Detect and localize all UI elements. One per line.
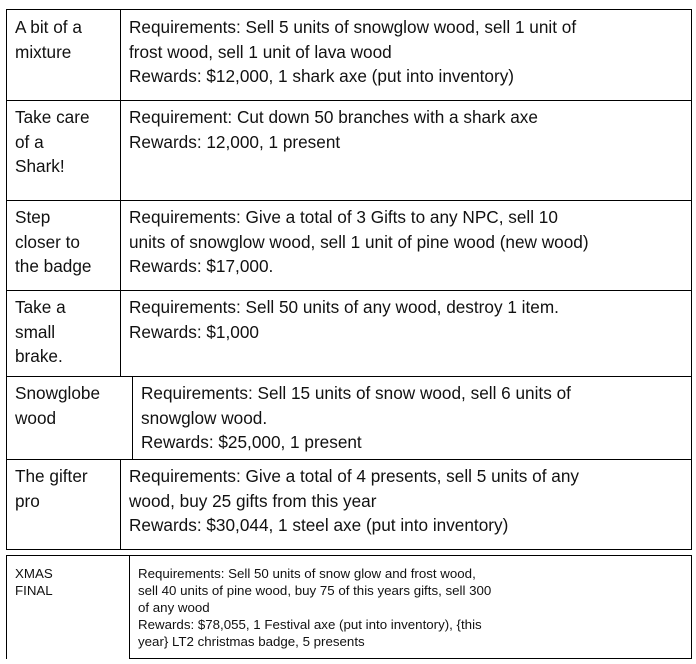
quest-description [120, 10, 691, 100]
quest-desc-line: wood, buy 25 gifts from this year [129, 490, 377, 511]
quest-desc-line: Requirements: Sell 5 units of snowglow wood, sell 1 unit of [129, 17, 577, 37]
quest-description [120, 459, 691, 549]
quest-desc-line: Requirement: Cut down 50 branches with a shark axe [129, 107, 538, 127]
quest-name [7, 556, 129, 659]
quest-desc-line: snowglow wood. [141, 407, 268, 428]
quest-table-main [6, 9, 692, 550]
quest-name [7, 10, 120, 100]
quest-description [120, 200, 691, 290]
quest-desc-line: Rewards: $17,000. [129, 256, 274, 276]
quest-name-line: FINAL [15, 583, 53, 598]
quest-table-final [6, 555, 692, 659]
quest-row [7, 376, 691, 460]
quest-desc-line: Rewards: $25,000, 1 present [141, 432, 362, 452]
quest-desc-line: Rewards: $1,000 [129, 321, 259, 342]
quest-desc-line: year} LT2 christmas badge, 5 presents [138, 634, 365, 649]
quest-name [7, 100, 120, 200]
quest-name-line: Shark! [15, 156, 65, 176]
quest-desc-line: Rewards: 12,000, 1 present [129, 131, 341, 152]
quest-name-line: mixture [15, 41, 72, 62]
quest-name-line: Snowglobe [15, 383, 101, 403]
quest-row [7, 290, 691, 377]
quest-name-line: of a [15, 131, 44, 152]
quest-name-line: The gifter [15, 466, 88, 486]
quest-desc-line: Rewards: $30,044, 1 steel axe (put into inventory) [129, 515, 509, 535]
quest-row [7, 200, 691, 291]
quest-name-line: small [15, 321, 56, 342]
quest-desc-line: sell 40 units of pine wood, buy 75 of this years gifts, sell 300 [138, 583, 492, 598]
quest-desc-line: units of snowglow wood, sell 1 unit of pine wood (new wood) [129, 231, 589, 252]
quest-desc-line: Rewards: $78,055, 1 Festival axe (put into inventory), {this [138, 617, 482, 632]
quest-name-line: A bit of a [15, 17, 82, 37]
quest-name-line: brake. [15, 346, 63, 366]
quest-name [7, 376, 132, 459]
quest-desc-line: Requirements: Sell 50 units of snow glow and frost wood, [138, 566, 476, 581]
quest-desc-line: Requirements: Sell 15 units of snow wood, sell 6 units of [141, 383, 571, 403]
quest-description [120, 100, 691, 200]
quest-name-line: Take a [15, 297, 66, 317]
quest-description [129, 556, 691, 659]
quest-desc-line: Requirements: Sell 50 units of any wood, destroy 1 item. [129, 297, 559, 317]
quest-description [120, 290, 691, 376]
quest-name-line: the badge [15, 256, 92, 276]
quest-name-line: Take care [15, 107, 90, 127]
quest-desc-line: Requirements: Give a total of 3 Gifts to any NPC, sell 10 [129, 207, 558, 227]
quest-name [7, 200, 120, 290]
quest-description [132, 376, 691, 459]
quest-name [7, 459, 120, 549]
quest-name-line: XMAS [15, 566, 53, 581]
quest-name [7, 290, 120, 376]
quest-row [7, 100, 691, 201]
quest-row [7, 10, 691, 101]
quest-name-line: Step [15, 207, 51, 227]
quest-desc-line: frost wood, sell 1 unit of lava wood [129, 41, 392, 62]
quest-row [7, 459, 691, 549]
quest-desc-line: Requirements: Give a total of 4 presents, sell 5 units of any [129, 466, 579, 486]
quest-name-line: closer to [15, 231, 80, 252]
quest-desc-line: Rewards: $12,000, 1 shark axe (put into inventory) [129, 66, 515, 86]
quest-name-line: wood [15, 407, 57, 428]
quest-name-line: pro [15, 490, 40, 511]
quest-desc-line: of any wood [138, 600, 210, 615]
